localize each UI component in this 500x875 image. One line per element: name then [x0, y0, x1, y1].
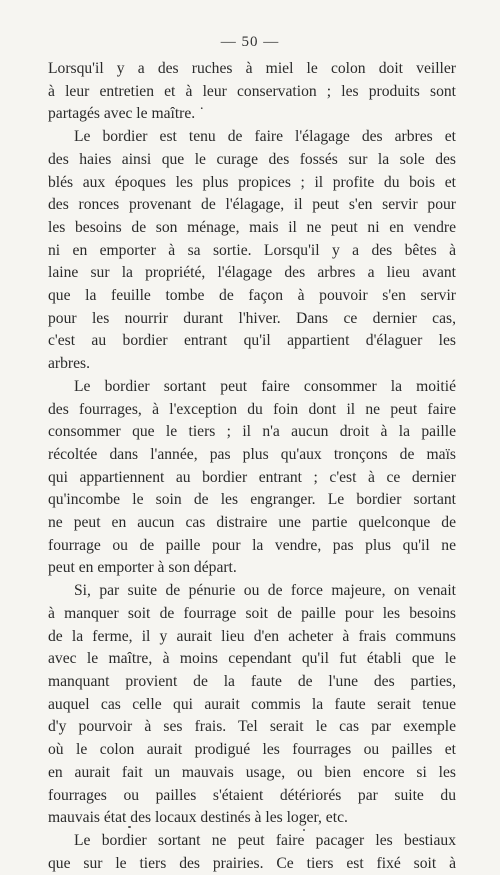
scan-speck: [128, 826, 131, 828]
text-line: d'y pourvoir à ses frais. Tel serait le cas par exemple: [48, 718, 456, 736]
text-line: à leur entretien et à leur conservation ; les produits sont: [48, 82, 456, 100]
text-line: récoltée dans l'année, pas plus qu'aux tronçons de maïs: [48, 445, 456, 463]
text-line: fourrages ou pailles s'étaient détériorés par suite du: [48, 786, 456, 804]
text-line: les besoins de son ménage, mais il ne peut ni en vendre: [48, 218, 456, 236]
text-line: de la ferme, il y aurait lieu d'en acheter à frais communs: [48, 627, 456, 645]
text-line: peut en emporter à son départ.: [48, 559, 237, 577]
text-line: blés aux époques les plus propices ; il profite du bois et: [48, 173, 456, 191]
text-line: partagés avec le maître. ˙: [48, 105, 205, 123]
text-line: qui appartiennent au bordier entrant ; c'est à ce dernier: [48, 468, 456, 486]
scan-speck: [303, 829, 305, 831]
text-line: des fourrages, à l'exception du foin dont il ne peut faire: [48, 400, 456, 418]
paragraph-1: [48, 58, 456, 126]
paragraph-5: [48, 830, 456, 875]
text-line: où le colon aurait prodigué les fourrages ou pailles et: [48, 741, 456, 759]
text-line: consommer que le tiers ; il n'a aucun droit à la paille: [48, 423, 456, 441]
text-line: Si, par suite de pénurie ou de force majeure, on venait: [74, 582, 456, 600]
text-line: c'est au bordier entrant qu'il appartient d'élaguer les: [48, 332, 456, 350]
paragraph-3: [48, 376, 456, 580]
text-line: que la feuille tombe de façon à pouvoir s'en servir: [48, 287, 456, 305]
paragraph-4: [48, 580, 456, 830]
text-line: Lorsqu'il y a des ruches à miel le colon doit veiller: [48, 60, 456, 77]
text-line: des ronces provenant de l'élagage, il peut s'en servir pour: [48, 196, 456, 214]
text-line: Le bordier sortant peut faire consommer la moitié: [74, 377, 456, 395]
page-number: — 50 —: [220, 34, 280, 50]
text-line: ni en emporter à sa sortie. Lorsqu'il y a des bêtes à: [48, 241, 456, 259]
text-line: auquel cas celle qui aurait commis la faute serait tenue: [48, 695, 456, 713]
text-line: laine sur la propriété, l'élagage des arbres a lieu avant: [48, 264, 456, 282]
body-text: [48, 58, 456, 875]
text-line: pour les nourrir durant l'hiver. Dans ce dernier cas,: [48, 309, 456, 327]
text-line: que sur le tiers des prairies. Ce tiers est fixé soit à: [48, 854, 456, 872]
text-line: manquant provient de la faute de l'une des parties,: [48, 672, 456, 690]
text-line: des haies ainsi que le curage des fossés sur la sole des: [48, 150, 456, 168]
text-line: Le bordier est tenu de faire l'élagage des arbres et: [74, 128, 456, 146]
text-line: arbres.: [48, 355, 90, 373]
text-line: en aurait fait un mauvais usage, ou bien encore si les: [48, 763, 456, 781]
text-line: avec le maître, à moins cependant qu'il fut établi que le: [48, 650, 456, 668]
text-line: à manquer soit de fourrage soit de paille pour les besoins: [48, 604, 456, 622]
text-line: qu'incombe le soin de les engranger. Le bordier sortant: [48, 491, 456, 509]
text-line: fourrage ou de paille pour la vendre, pas plus qu'il ne: [48, 536, 456, 554]
text-line: Le bordier sortant ne peut faire pacager les bestiaux: [74, 831, 456, 849]
text-line: mauvais état des locaux destinés à les loger, etc.: [48, 809, 348, 827]
text-line: ne peut en aucun cas distraire une partie quelconque de: [48, 514, 456, 532]
paragraph-2: [48, 126, 456, 376]
